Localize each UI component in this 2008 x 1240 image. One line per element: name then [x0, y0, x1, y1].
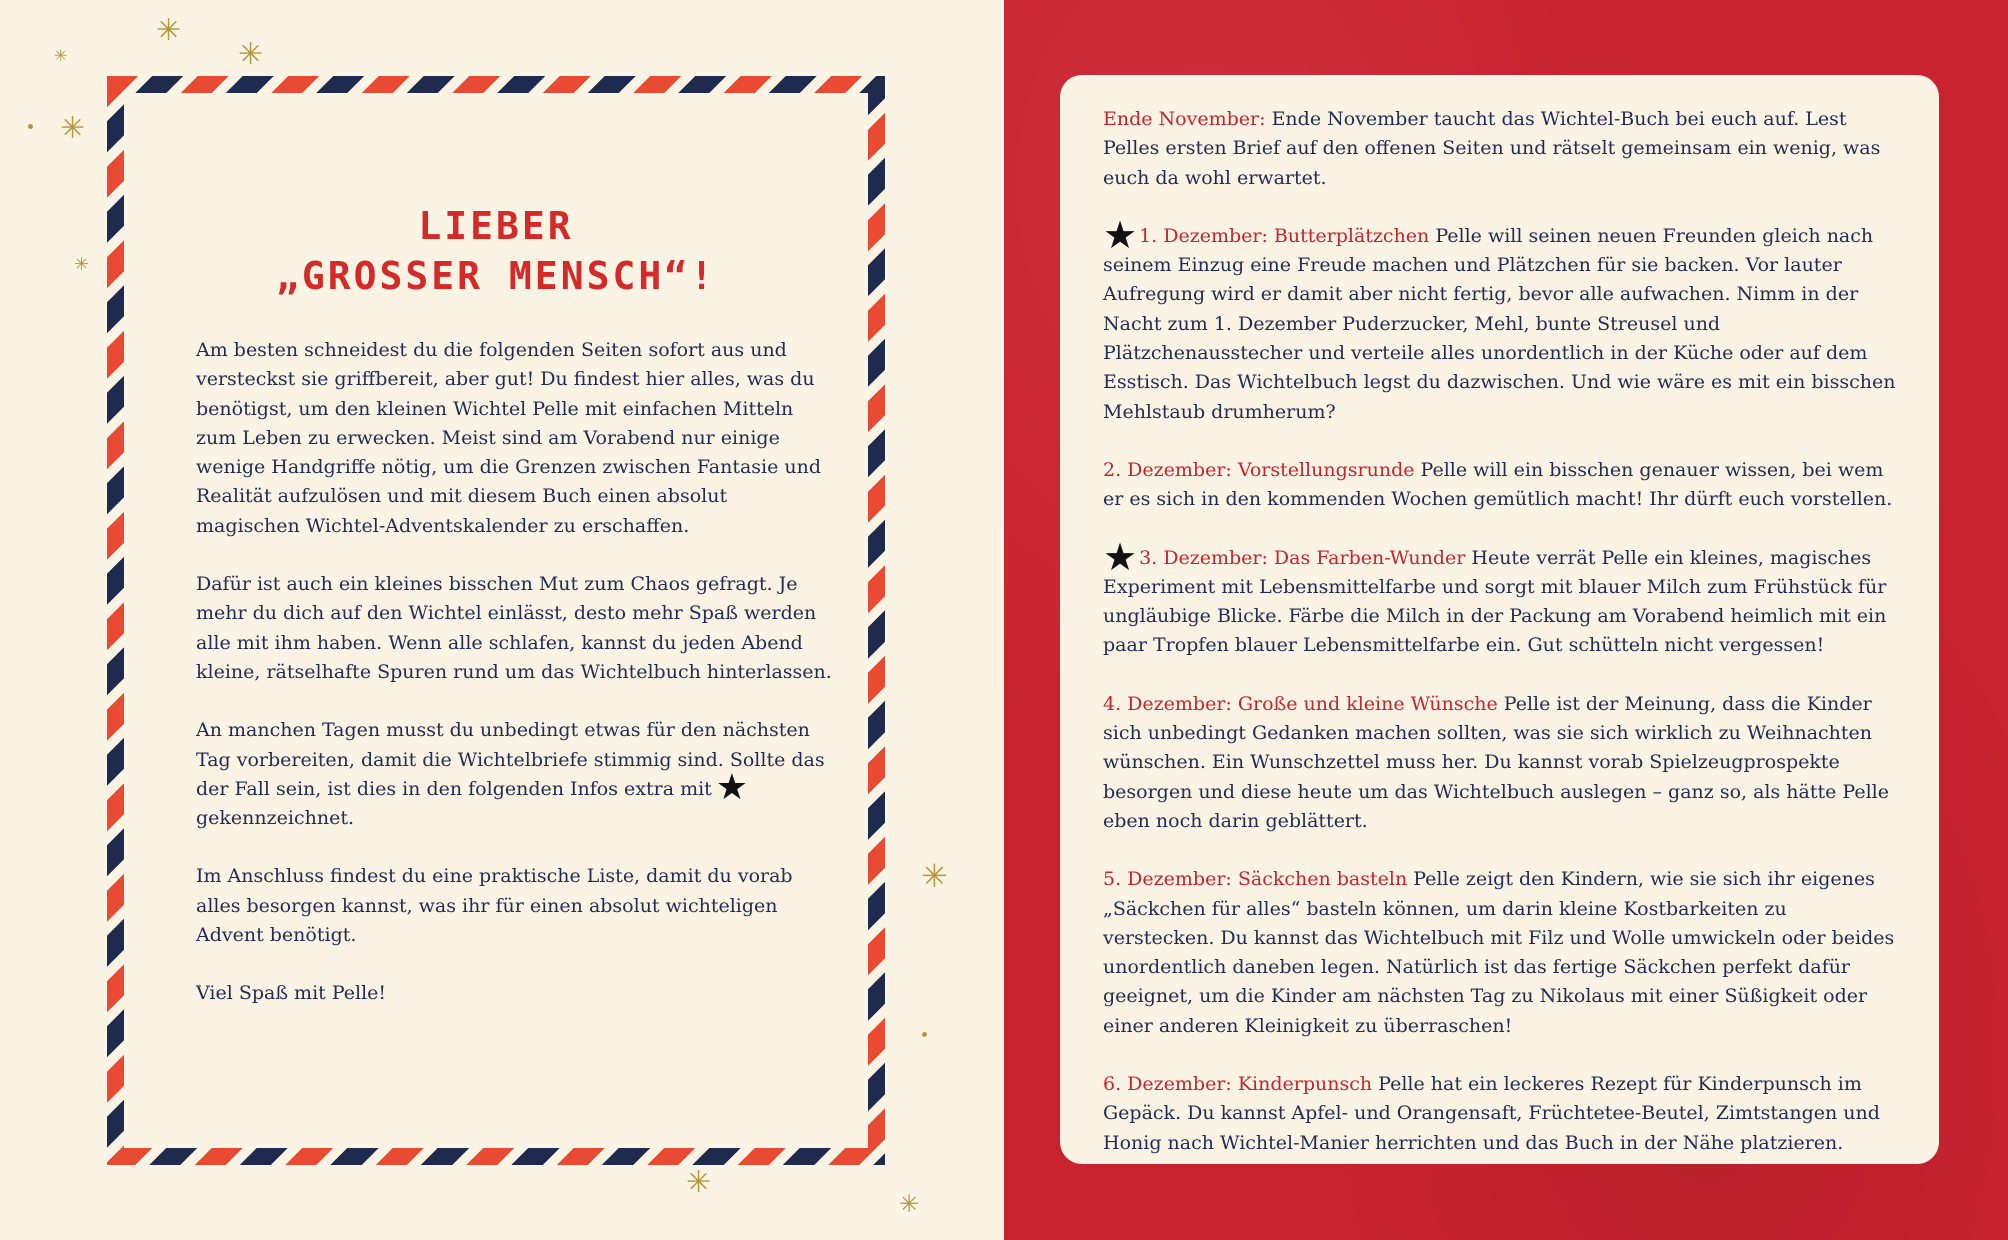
schedule-card [1060, 75, 1939, 1164]
letter-paragraph-intro: Am besten schneidest du die folgenden Seiten sofort aus und versteckst sie griffbereit, aber gut! Du findest hier alles, was du benötigst, um den kleinen Wichtel Pelle mit einfachen Mitteln zum Leben zu erwecken. Meist sind am Vorabend nur einige wenige Handgriffe nötig, um die Grenzen zwischen Fantasie und Realität aufzulösen und mit diesem Buch einen absolut magischen Wichtel-Adventskalender zu erschaffen. [196, 339, 822, 537]
letter-paragraph-chaos: Dafür ist auch ein kleines bisschen Mut zum Chaos gefragt. Je mehr du dich auf den Wichtel einlässt, desto mehr Spaß werden alle mit ihm haben. Wenn alle schlafen, kannst du jeden Abend kleine, rätselhafte Spuren rund um das Wichtelbuch hinterlassen. [196, 573, 832, 683]
schedule-entry-text: Pelle will seinen neuen Freunden gleich nach seinem Einzug eine Freude machen und Plätzchen für sie backen. Vor lauter Aufregung wird er damit aber nicht fertig, bevor alle aufwachen. Nimm in der Nacht zum 1. Dezember Puderzucker, Mehl, bunte Streusel und Plätzchenausstecher und verteile alles unordentlich in der Küche oder auf dem Esstisch. Das Wichtelbuch legst du dazwischen. Und wie wäre es mit ein bisschen Mehlstaub drumherum? [1103, 224, 1896, 423]
decor-dot [28, 124, 33, 129]
schedule-entry-label: 1. Dezember: Butterplätzchen [1139, 224, 1430, 247]
letter-sheet [124, 93, 868, 1148]
sparkle-icon: ✳ [238, 37, 264, 72]
star-icon: ★ [715, 766, 749, 808]
airmail-border-frame [107, 76, 885, 1165]
schedule-entry [1103, 865, 1903, 1041]
decor-dot [922, 1032, 927, 1037]
sparkle-icon: ✳ [74, 254, 90, 275]
schedule-entry [1103, 105, 1903, 193]
star-note-text-end: gekennzeichnet. [196, 807, 355, 830]
schedule-entry-text: Heute verrät Pelle ein kleines, magisches Experiment mit Lebensmittelfarbe und sorgt mit blauer Milch zum Frühstück für ungläubige Blicke. Färbe die Milch in der Packung am Vorabend heimlich mit ein paar Tropfen blauer Lebensmittelfarbe ein. Gut schütteln nicht vergessen! [1103, 546, 1887, 657]
letter-title [124, 201, 868, 301]
star-icon: ★ [1103, 534, 1138, 579]
schedule-entry [1103, 534, 1903, 661]
star-icon: ★ [1103, 212, 1138, 257]
sparkle-icon: ✳ [60, 111, 86, 146]
sparkle-icon: ✳ [899, 1190, 920, 1218]
schedule-entry-label: 5. Dezember: Säckchen basteln [1103, 868, 1408, 891]
schedule-entry-label: 6. Dezember: Kinderpunsch [1103, 1073, 1373, 1096]
sparkle-icon: ✳ [921, 857, 948, 895]
schedule-entry-label: Ende November: [1103, 108, 1266, 130]
schedule-list [1103, 105, 1903, 1187]
schedule-entry-text: Pelle hat ein leckeres Rezept für Kinderpunsch im Gepäck. Du kannst Apfel- und Orangensaft, Früchtetee-Beutel, Zimtstangen und Honig nach Wichtel-Manier herrichten und das Buch in der Nähe platzieren. [1103, 1073, 1880, 1154]
schedule-entry [1103, 212, 1903, 427]
schedule-entry [1103, 456, 1903, 515]
letter-body [196, 336, 836, 1038]
sparkle-icon: ✳ [54, 46, 68, 65]
star-note-text: An manchen Tagen musst du unbedingt etwas für den nächsten Tag vorbereiten, damit die Wichtelbriefe stimmig sind. Sollte das der Fall sein, ist dies in den folgenden Infos extra mit [196, 719, 825, 800]
letter-paragraph-star-note [196, 716, 836, 833]
schedule-entry [1103, 690, 1903, 836]
letter-title-line2: „GROSSER MENSCH“! [276, 254, 716, 298]
schedule-entry-text: Pelle zeigt den Kindern, wie sie sich ihr eigenes „Säckchen für alles“ basteln können, um darin kleine Kostbarkeiten zu verstecken. Du kannst das Wichtelbuch mit Filz und Wolle umwickeln oder beides unordentlich daneben legen. Natürlich ist das fertige Säckchen perfekt dafür geeignet, um die Kinder am nächsten Tag zu Nikolaus mit einer Süßigkeit oder einer anderen Kleinigkeit zu überraschen! [1103, 868, 1895, 1037]
schedule-entry-text: Ende November taucht das Wichtel-Buch bei euch auf. Lest Pelles ersten Brief auf den offenen Seiten und rätselt gemeinsam ein wenig, was euch da wohl erwartet. [1103, 108, 1881, 189]
schedule-entry-label: 3. Dezember: Das Farben-Wunder [1139, 546, 1466, 569]
letter-closing: Viel Spaß mit Pelle! [196, 982, 387, 1005]
schedule-entry-label: 4. Dezember: Große und kleine Wünsche [1103, 692, 1498, 715]
schedule-entry-label: 2. Dezember: Vorstellungsrunde [1103, 458, 1415, 481]
letter-title-line1: LIEBER [418, 204, 574, 248]
schedule-entry-text: Pelle will ein bisschen genauer wissen, bei wem er es sich in den kommenden Wochen gemütlich macht! Ihr dürft euch vorstellen. [1103, 458, 1893, 511]
schedule-entry [1103, 1070, 1903, 1158]
schedule-entry-text: Pelle ist der Meinung, dass die Kinder sich unbedingt Gedanken machen sollten, was sie sich wirklich zu Weihnachten wünschen. Ein Wunschzettel muss her. Du kannst vorab Spielzeugprospekte besorgen und diese heute um das Wichtelbuch auslegen – ganz so, als hätte Pelle eben noch darin geblättert. [1103, 692, 1889, 832]
sparkle-icon: ✳ [686, 1165, 712, 1200]
sparkle-icon: ✳ [156, 13, 182, 48]
letter-paragraph-list: Im Anschluss findest du eine praktische Liste, damit du vorab alles besorgen kannst, was ihr für einen absolut wichteligen Advent benötigt. [196, 865, 793, 947]
